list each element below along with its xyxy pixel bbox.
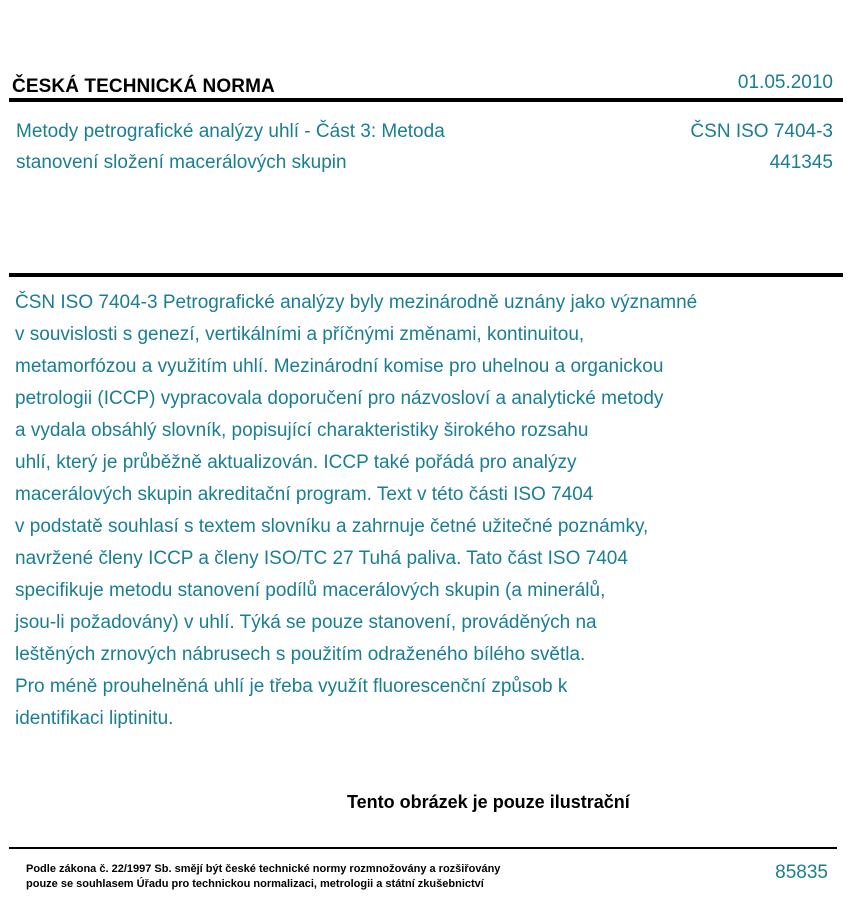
standard-title xyxy=(16,116,576,178)
abstract-line: navržené členy ICCP a členy ISO/TC 27 Tuhá paliva. Tato část ISO 7404 xyxy=(15,548,628,569)
publication-date: 01.05.2010 xyxy=(737,72,833,93)
footer-divider xyxy=(9,847,837,849)
legal-notice-line: Podle zákona č. 22/1997 Sb. smějí být české technické normy rozmnožovány a rozšiřovány xyxy=(26,863,501,875)
abstract-line: petrologii (ICCP) vypracovala doporučení pro názvosloví a analytické metody xyxy=(15,388,664,409)
abstract-line: v souvislosti s genezí, vertikálními a příčnými změnami, kontinuitou, xyxy=(15,324,585,345)
standard-title-line: Metody petrografické analýzy uhlí - Část 3: Metoda xyxy=(16,121,445,142)
illustration-note: Tento obrázek je pouze ilustrační xyxy=(347,792,630,812)
abstract-line: a vydala obsáhlý slovník, popisující charakteristiky širokého rozsahu xyxy=(15,420,589,441)
abstract-line: leštěných zrnových nábrusech s použitím odraženého bílého světla. xyxy=(15,644,586,665)
abstract-line: uhlí, který je průběžně aktualizován. ICCP také pořádá pro analýzy xyxy=(15,452,577,473)
abstract-line: ČSN ISO 7404-3 Petrografické analýzy byly mezinárodně uznány jako významné xyxy=(15,292,698,313)
abstract-line: specifikuje metodu stanovení podílů macerálových skupin (a minerálů, xyxy=(15,580,606,601)
standard-title-line: stanovení složení macerálových skupin xyxy=(16,152,347,173)
legal-notice-line: pouze se souhlasem Úřadu pro technickou normalizaci, metrologii a státní zkušebnictví xyxy=(26,878,484,890)
classification-code: 441345 xyxy=(769,152,833,173)
header-divider xyxy=(9,98,843,102)
abstract-text xyxy=(15,287,805,735)
abstract-line: identifikaci liptinitu. xyxy=(15,708,174,729)
abstract-line: v podstatě souhlasí s textem slovníku a zahrnuje četné užitečné poznámky, xyxy=(15,516,649,537)
abstract-line: macerálových skupin akreditační program. Text v této části ISO 7404 xyxy=(15,484,594,505)
standard-designation: ČSN ISO 7404-3 xyxy=(690,121,833,142)
legal-notice xyxy=(26,862,500,892)
norm-label: ČESKÁ TECHNICKÁ NORMA xyxy=(12,76,275,97)
abstract-line: Pro méně prouhelněná uhlí je třeba využít fluorescenční způsob k xyxy=(15,676,568,697)
standard-identifiers xyxy=(690,116,833,178)
abstract-line: jsou-li požadovány) v uhlí. Týká se pouze stanovení, prováděných na xyxy=(15,612,597,633)
abstract-line: metamorfózou a využitím uhlí. Mezinárodní komise pro uhelnou a organickou xyxy=(15,356,664,377)
document-number: 85835 xyxy=(775,862,828,883)
abstract-divider xyxy=(9,273,843,277)
